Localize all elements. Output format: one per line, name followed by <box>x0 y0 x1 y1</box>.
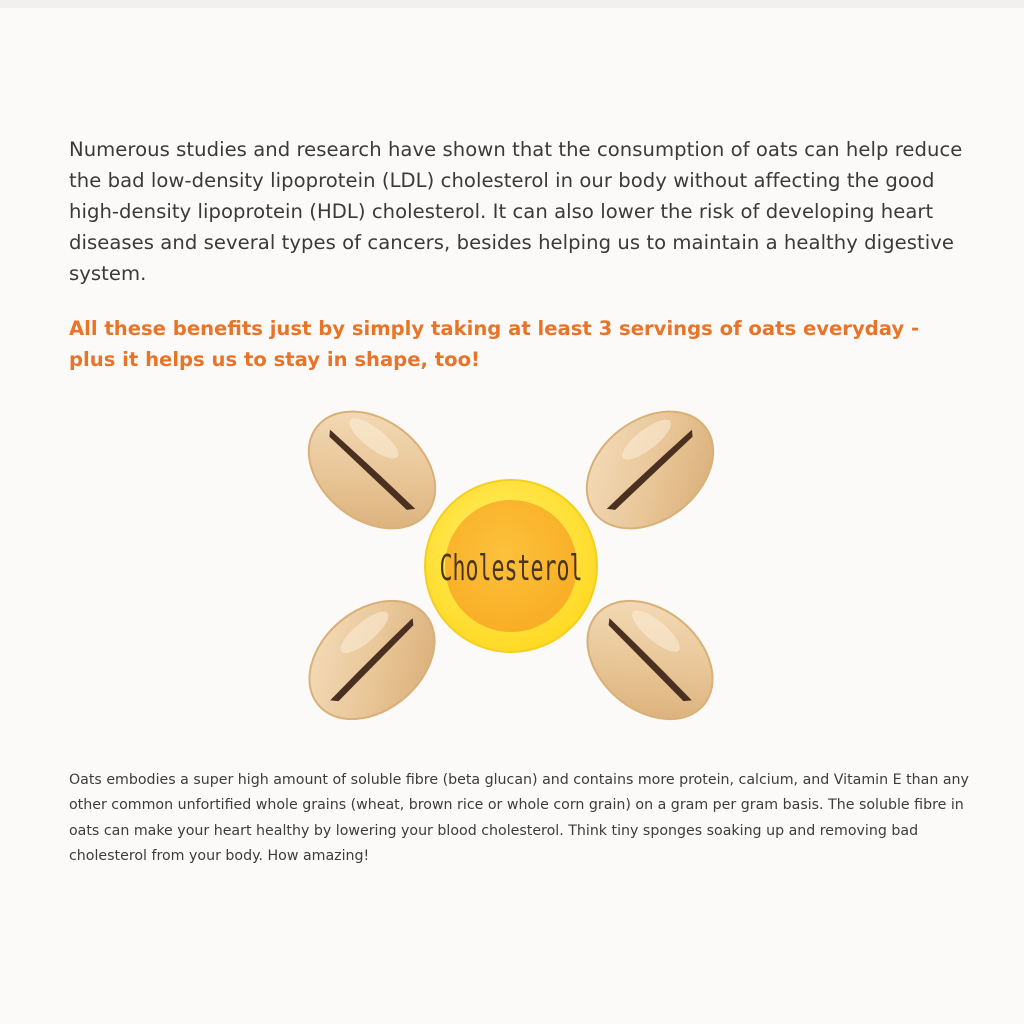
cholesterol-circle <box>425 480 597 652</box>
cholesterol-label: Cholesterol <box>439 546 583 589</box>
highlight-paragraph: All these benefits just by simply taking at least 3 servings of oats everyday - plus it helps us to stay in shape, too! <box>69 317 920 371</box>
top-border <box>0 0 1024 8</box>
illustration-svg <box>300 396 724 736</box>
cholesterol-illustration <box>300 396 724 736</box>
intro-paragraph: Numerous studies and research have shown that the consumption of oats can help reduce the bad low-density lipoprotein (LDL) cholesterol in our body without affecting the good high-density lipoprotein (HDL) cholesterol. It can also lower the risk of developing heart diseases and several types of cancers, besides helping us to maintain a healthy digestive system. <box>69 138 963 285</box>
body-paragraph: Oats embodies a super high amount of soluble fibre (beta glucan) and contains more protein, calcium, and Vitamin E than any other common unfortified whole grains (wheat, brown rice or whole corn grain) on a gram per gram basis. The soluble fibre in oats can make your heart healthy by lowering your blood cholesterol. Think tiny sponges soaking up and removing bad cholesterol from your body. How amazing! <box>69 772 969 865</box>
